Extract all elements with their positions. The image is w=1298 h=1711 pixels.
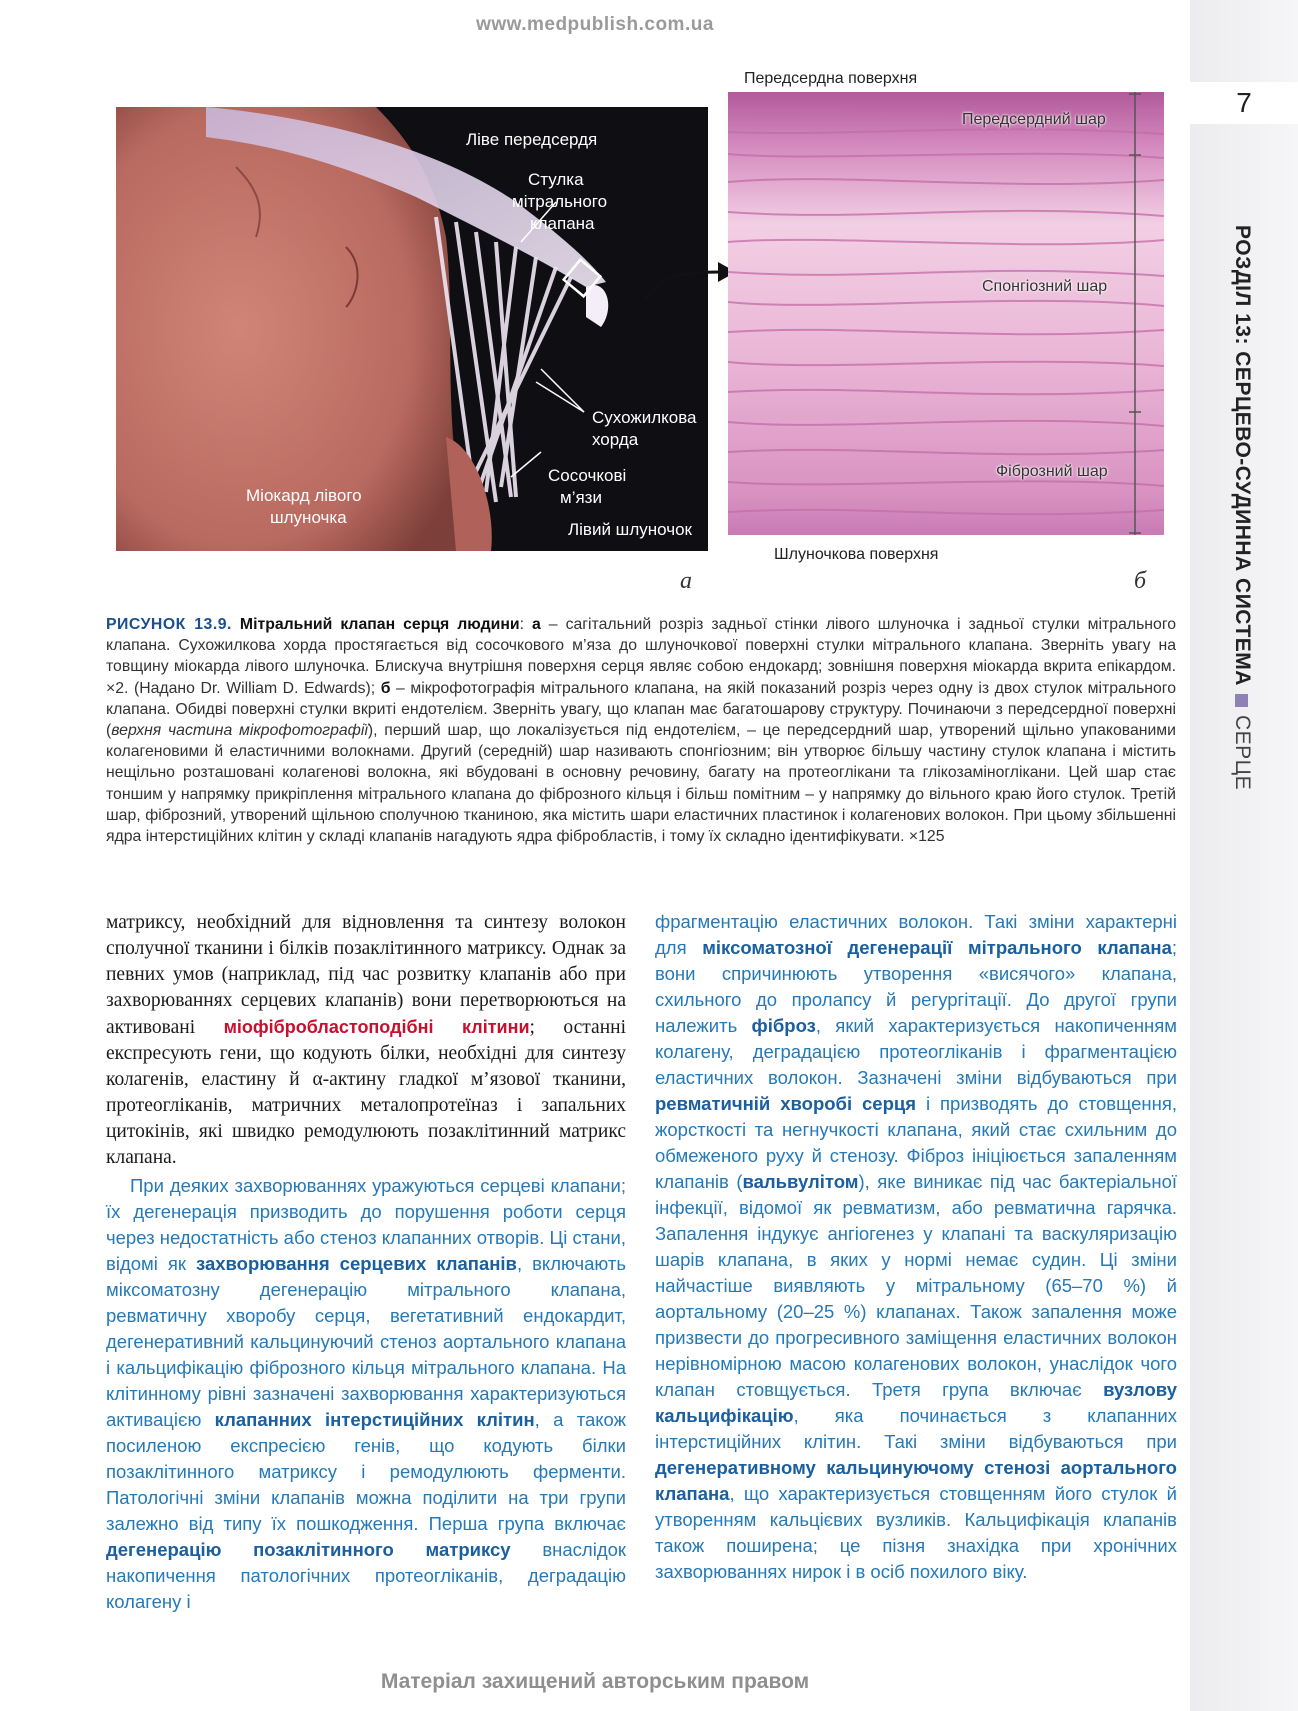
chapter-title-vertical xyxy=(1230,225,1254,790)
term-myxomatous: міксоматозної дегенерації мітрального клапана xyxy=(702,937,1172,958)
right-text-3: , який характеризується накопиченням колагену, деградацією протеогліканів і фрагментацією еластичних волокон. Зазначені зміни відбуваються при xyxy=(655,1015,1177,1088)
right-text-4: і призводять до стовщення, жорсткості та негнучкості клапана, який стає схильним до обмеженого руху й стенозу. Фіброз ініціюється запаленням клапанів ( xyxy=(655,1093,1177,1192)
label-leaflet-line2: мітрального xyxy=(512,192,608,211)
left-p2-text-c: , а також посиленою експресією генів, що кодують білки позаклітинного матриксу і ремодулюють ферменти. Патологічні зміни клапанів можна поділити на три групи залежно від типу їх пошкодження. Перша група включає xyxy=(106,1409,627,1534)
term-myofibroblast: міофібробластоподібні клітини xyxy=(223,1017,530,1037)
label-chordae-line2: хорда xyxy=(592,430,639,449)
left-p2-text-b: , включають міксоматозну дегенерацію мітрального клапана, ревматичну хворобу серця, вегетативний ендокардит, дегенеративний кальцинуючий стеноз аортального клапана і кальцифікацію фіброзного кільця мітрального клапана. На клітинному рівні зазначені захворювання характеризуються активацією xyxy=(106,1253,626,1430)
label-papillary-line2: м’язи xyxy=(560,488,602,507)
term-rheumatic: ревматичній хворобі серця xyxy=(655,1093,917,1114)
label-chordae-line1: Сухожилкова xyxy=(592,408,697,427)
caption-text-a: – сагітальний розріз задньої стінки лівого шлуночка і задньої стулки мітрального клапана. Сухожилкова хорда простягається від сосочкового м’яза до шлуночкової поверхні стулки мітрального клапана. Зверніть увагу на товщину міокарда лівого шлуночка. Блискуча внутрішня поверхня серця являє собою ендокард; зовнішня поверхня міокарда вкрита епікардом. ×2. (Надано Dr. William D. Edwards); xyxy=(106,616,1177,697)
figure-a-letter: а xyxy=(680,568,692,594)
term-nodular-calcification: вузлову кальцифікацію xyxy=(655,1379,1177,1426)
label-spongiosa-layer: Спонгіозний шар xyxy=(982,278,1108,295)
term-valve-disease: захворювання серцевих клапанів xyxy=(196,1253,517,1274)
figure-b-micrograph xyxy=(728,92,1164,535)
right-paragraph xyxy=(655,909,1177,1585)
term-valvulitis: вальвулітом xyxy=(742,1171,859,1192)
left-paragraph-1 xyxy=(106,910,626,1171)
right-text-2: ; вони спричинюють утворення «висячого» клапана, схильного до пролапсу й регургітації. До другої групи належить xyxy=(655,937,1177,1036)
right-text-6: , яка починається з клапанних інтерстиційних клітин. Такі зміни відбуваються при xyxy=(655,1405,1177,1452)
left-p1-text-a: матриксу, необхідний для відновлення та синтезу волокон сполучної тканини і білків позаклітинного матриксу. Однак за певних умов (наприклад, під час розвитку клапанів або при захворюваннях серцевих клапанів) вони перетворюються на активовані xyxy=(106,912,626,1038)
left-p2-text-d: внаслідок накопичення патологічних протеогліканів, деградацію колагену і xyxy=(106,1539,627,1612)
micro-top-surface-label: Передсердна поверхня xyxy=(744,70,918,87)
connector-arrow-icon xyxy=(640,250,740,310)
figure-b-letter: б xyxy=(1134,568,1147,594)
right-column xyxy=(655,909,1177,1585)
right-text-1: фрагментацію еластичних волокон. Такі зміни характерні для xyxy=(655,911,1177,958)
caption-a-marker: а xyxy=(531,616,541,633)
micro-bottom-surface-label: Шлуночкова поверхня xyxy=(774,546,939,563)
label-left-atrium: Ліве передсердя xyxy=(466,130,598,149)
chapter-title: РОЗДІЛ 13: СЕРЦЕВО-СУДИННА СИСТЕМА xyxy=(1231,225,1254,686)
caption-b-marker: б xyxy=(380,679,391,697)
figure-title: Мітральний клапан серця людини xyxy=(239,616,520,633)
figure-caption: РИСУНОК 13.9. Мітральний клапан серця людини: а – сагітальний розріз задньої стінки лівого шлуночка і задньої стулки мітрального клапана. Сухожилкова хорда простягається від сосочкового м’яза до шлуночкової поверхні стулки мітрального клапана. Зверніть увагу на товщину міокарда лівого шлуночка. Блискуча внутрішня поверхня серця являє собою ендокард; зовнішня поверхня міокарда вкрита епікардом. ×2. (Надано Dr. William D. Edwards); б – мікрофотографія мітрального клапана, на якій показаний розріз через одну із двох стулок мітрального клапана. Обидві поверхні стулки вкриті ендотелієм. Зверніть увагу, що клапан має багатошарову структуру. Починаючи з передсердної поверхні (верхня частина мікрофотографії), перший шар, що локалізується під ендотелієм, – це передсердний шар, утворений щільно упакованими колагеновими й еластичними волокнами. Другий (середній) шар називають спонгіозним; він утворює більшу частину стулок клапана і містить нещільно розташовані колагенові волокна, які вбудовані в основну речовину, багату на протеоглікани та глікозаміноглікани. Цей шар стає тоншим у напрямку прикріплення мітрального клапана до фіброзного кільця і більш помітним – у напрямку до вільного краю його стулок. Третій шар, фіброзний, утворений щільною сполучною тканиною, яка містить шари еластичних пластинок і колагенових волокон. При цьому збільшенні ядра інтерстиційних клітин у складі клапанів нагадують ядра фібробластів, і тому їх складно ідентифікувати. ×125 xyxy=(106,616,1177,846)
copyright-footer: Матеріал захищений авторським правом xyxy=(380,1670,810,1693)
section-title: СЕРЦЕ xyxy=(1231,714,1254,791)
figure-a-specimen-photo xyxy=(116,107,708,551)
right-text-5: ), яке виникає під час бактеріальної інфекції, відомої як ревматизм, або ревматична гарячка. Запалення індукує ангіогенез у клапані та васкуляризацію шарів клапана, в яких у нормі немає судин. Ці зміни найчастіше виявляють у мітральному (65–70 %) й аортальному (20–25 %) клапанах. Також запалення може призвести до прогресивного заміщення еластичних волокон нерівномірною масою колагенових волокон, унаслідок чого клапан стовщується. Третя група включає xyxy=(655,1171,1177,1400)
label-atrialis-layer: Передсердний шар xyxy=(962,111,1106,128)
site-url: www.medpublish.com.ua xyxy=(476,14,714,35)
caption-text-b1: – мікрофотографія мітрального клапана, на якій показаний розріз через одну із двох стулок мітрального клапана. Обидві поверхні стулки вкриті ендотелієм. Зверніть увагу, що клапан має багатошарову структуру. Починаючи з передсердної поверхні ( xyxy=(106,679,1177,740)
label-papillary-line1: Сосочкові xyxy=(548,466,627,485)
page-number: 7 xyxy=(1190,82,1298,124)
caption-text-b2: ), перший шар, що локалізується під ендотелієм, – це передсердний шар, утворений щільно упакованими колагеновими й еластичними волокнами. Другий (середній) шар називають спонгіозним; він утворює більшу частину стулок клапана і містить нещільно розташовані колагенові волокна, які вбудовані в основну речовину, багату на протеоглікани та глікозаміноглікани. Цей шар стає тоншим у напрямку прикріплення мітрального клапана до фіброзного кільця і більш помітним – у напрямку до вільного краю його стулок. Третій шар, фіброзний, утворений щільною сполучною тканиною, яка містить шари еластичних пластинок і колагенових волокон. При цьому збільшенні ядра інтерстиційних клітин у складі клапанів нагадують ядра фібробластів, і тому їх складно ідентифікувати. ×125 xyxy=(106,722,1176,846)
left-paragraph-2 xyxy=(106,1173,626,1615)
term-interstitial-cells: клапанних інтерстиційних клітин xyxy=(214,1409,535,1430)
left-p2-text-a: При деяких захворюваннях уражуються серцеві клапани; їх дегенерація призводить до порушення роботи серця через недостатність або стеноз клапанних отворів. Ці стани, відомі як xyxy=(106,1175,626,1274)
label-myocardium-line2: шлуночка xyxy=(270,508,347,527)
term-aortic-stenosis: дегенеративному кальцинуючому стенозі аортального клапана xyxy=(655,1457,1177,1504)
label-left-ventricle: Лівий шлуночок xyxy=(568,520,692,539)
figure-number: РИСУНОК 13.9. xyxy=(106,616,232,633)
label-leaflet-line3: клапана xyxy=(530,214,595,233)
label-myocardium-line1: Міокард лівого xyxy=(246,486,362,505)
left-p1-text-b: ; останні експресують гени, що кодують білки, необхідні для синтезу колагенів, еластину й α-актину гладкої м’язової тканини, протеогліканів, матричних металопротеїназ і запальних цитокінів, які швидко ремодулюють позаклітинний матрикс клапана. xyxy=(106,1017,627,1168)
left-column xyxy=(106,910,626,1615)
caption-text-b-italic: верхня частина мікрофотографії xyxy=(111,722,368,740)
term-ecm-degeneration: дегенерацію позаклітинного матриксу xyxy=(106,1539,511,1560)
label-fibrosa-layer: Фіброзний шар xyxy=(996,463,1108,480)
right-text-7: , що характеризується стовщенням його стулок й утворенням кальцієвих вузликів. Кальцифікація клапанів також поширена; це пізня знахідка при хронічних захворюваннях нирок і в осіб похилого віку. xyxy=(655,1483,1177,1582)
term-fibrosis: фіброз xyxy=(751,1015,816,1036)
label-leaflet-line1: Стулка xyxy=(528,170,584,189)
section-marker-square xyxy=(1235,694,1248,707)
